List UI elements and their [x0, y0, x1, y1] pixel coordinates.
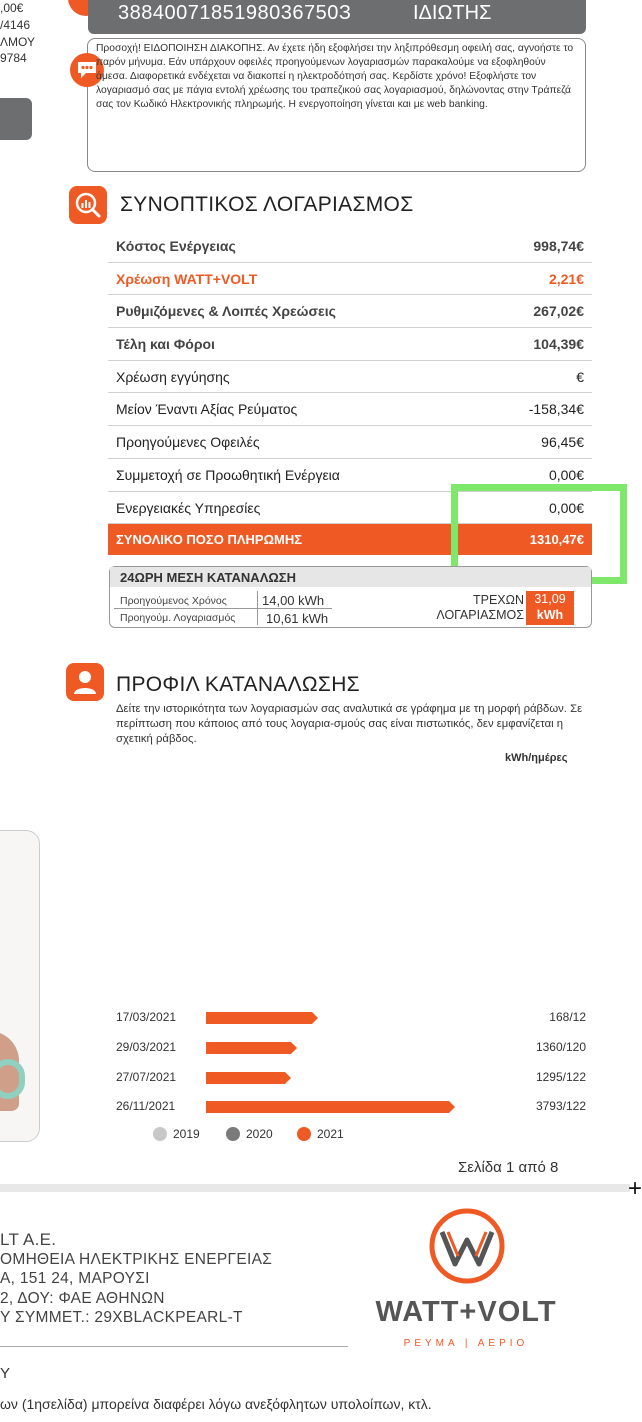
bar-mark	[206, 1101, 455, 1113]
company-info	[0, 1230, 272, 1328]
row-value: 2,21€	[548, 270, 584, 287]
divider	[0, 1346, 348, 1347]
profile-description: Δείτε την ιστορικότητα των λογαριασμών σας αναλυτικά σε γράφημα με τη μορφή ράβδων. Σε περίπτωση που κάποιος από τους λογαρια-σμούς σας είναι πιστωτικός, δεν εμφανίζεται η σχετική ράβδος.	[116, 703, 583, 745]
bar-mark	[206, 1072, 291, 1084]
promo-image-ring	[0, 1059, 25, 1099]
prev-year-value: 14,00 kWh	[262, 593, 325, 608]
bar-row	[116, 1095, 586, 1117]
prev-bill-value: 10,61 kWh	[266, 611, 329, 626]
left-crop-value: 9784	[0, 51, 27, 65]
summary-row-regulated-charges	[108, 295, 592, 328]
company-registry: Υ ΣΥΜΜΕΤ.: 29XBLACKPEARL-T	[0, 1309, 243, 1326]
row-label: Κόστος Ενέργειας	[116, 238, 236, 254]
crop-mark-icon: +	[628, 1175, 642, 1202]
footer-note: ων (1ησελίδα) μπορείνα διαφέρει λόγω ανεξόφλητων υπολοίπων, κτλ.	[0, 1396, 432, 1412]
row-label: Μείον Έναντι Αξίας Ρεύματος	[116, 401, 298, 418]
divider	[114, 608, 332, 609]
left-crop-value: ΛΜΟΥ	[0, 35, 35, 49]
row-label: Συμμετοχή σε Προωθητική Ενέργεια	[116, 466, 340, 483]
company-activity: ΟΜΗΘΕΙΑ ΗΛΕΚΤΡΙΚΗΣ ΕΝΕΡΓΕΙΑΣ	[0, 1250, 273, 1268]
total-label: ΣΥΝΟΛΙΚΟ ΠΟΣΟ ΠΛΗΡΩΜΗΣ	[116, 532, 303, 548]
consumption-header	[110, 567, 591, 587]
bar-date-label: 26/11/2021	[116, 1099, 176, 1113]
row-label: Ρυθμιζόμενες & Λοιπές Χρεώσεις	[116, 303, 336, 320]
chart-unit-label: kWh/ημέρες	[505, 752, 568, 764]
bar-value-label: 3793/122	[535, 1099, 586, 1113]
account-header-bar	[88, 0, 586, 34]
row-value: 267,02€	[533, 303, 584, 320]
summary-row-provider-charge	[108, 263, 592, 296]
consumption-title: 24ΩΡΗ ΜΕΣΗ ΚΑΤΑΝΑΛΩΣΗ	[120, 570, 296, 585]
row-value: 998,74€	[533, 238, 584, 254]
row-label: Χρέωση WATT+VOLT	[116, 270, 258, 287]
summary-row-taxes	[108, 328, 592, 361]
notice-text: Προσοχή! ΕΙΔΟΠΟΙΗΣΗ ΔΙΑΚΟΠΗΣ. Αν έχετε ήδη εξοφλήσει την ληξιπρόθεσμη οφειλή σας, αγνοήστε το παρόν μήνυμα. Εάν υπάρχουν οφειλές προηγούμενων λογαριασμών παρακαλούμε να εξοφληθούν άμεσα. Διαφορετικά ενδέχεται να διακοπεί η ηλεκτροδότησή σας. Κερδίστε χρόνο! Εξοφλήστε τον λογαριασμό σας με πάγια εντολή χρέωσης του τραπεζικού σας λογαριασμού, δηλώνοντας στην Τράπεζά σας τον Κωδικό Ηλεκτρονικής πληρωμής. Η ενεργοποίηση γίνεται και με web banking.	[96, 43, 574, 110]
current-unit: kWh	[536, 608, 564, 622]
row-value: 96,45€	[541, 434, 584, 451]
account-number: 3884007185198036750З	[118, 2, 352, 24]
left-grey-tab	[0, 98, 32, 140]
row-value: 0,00€	[548, 499, 584, 516]
summary-row-previous-debts	[108, 426, 592, 459]
row-label: Προηγούμενες Οφειλές	[116, 434, 260, 451]
row-value: €	[576, 368, 584, 385]
row-value: -158,34€	[528, 401, 584, 418]
legend-dot	[153, 1127, 167, 1141]
company-name: LT A.E.	[0, 1230, 57, 1249]
footer-heading-fragment: Υ	[0, 1365, 11, 1382]
legend-label: 2019	[173, 1127, 200, 1141]
bar-date-label: 27/07/2021	[116, 1070, 177, 1084]
bar-row	[116, 1066, 586, 1088]
page-separator	[0, 1184, 630, 1192]
page-number: Σελίδα 1 από 8	[458, 1159, 559, 1176]
row-value: 104,39€	[533, 336, 584, 353]
current-bill-value	[526, 591, 574, 625]
row-label: Χρέωση εγγύησης	[116, 368, 230, 385]
promo-image-card	[0, 830, 40, 1142]
prev-year-label: Προηγούμενος Χρόνος	[120, 595, 227, 607]
bar-value-label: 1360/120	[535, 1040, 586, 1054]
bar-date-label: 29/03/2021	[116, 1040, 177, 1054]
summary-row-energy-cost	[108, 230, 592, 263]
bar-date-label: 17/03/2021	[116, 1010, 177, 1024]
legend-dot	[226, 1127, 240, 1141]
left-crop-value: ,00€	[0, 1, 24, 15]
bar-value-label: 168/12	[549, 1010, 586, 1024]
bar-mark	[206, 1042, 297, 1054]
row-value: 0,00€	[548, 466, 584, 483]
summary-row-advance-deduction	[108, 393, 592, 426]
left-crop-value: /4146	[0, 18, 31, 32]
summary-row-guarantee	[108, 361, 592, 394]
current-label-line1: ΤΡΕΧΩΝ	[472, 593, 524, 607]
bar-mark	[206, 1012, 318, 1024]
watt-volt-logo	[346, 1206, 586, 1351]
logo-mark-icon	[428, 1206, 506, 1286]
row-label: Ενεργειακές Υπηρεσίες	[116, 499, 261, 516]
current-bill-label	[420, 593, 524, 623]
legend-label: 2021	[317, 1127, 344, 1141]
current-value: 31,09	[534, 592, 566, 606]
chart-search-icon	[69, 186, 107, 224]
customer-type: ΙΔΙΩΤΗΣ	[413, 2, 492, 24]
legend-label: 2020	[246, 1127, 273, 1141]
company-address: Α, 151 24, ΜΑΡΟΥΣΙ	[0, 1270, 150, 1287]
current-label-line2: ΛΟΓΑΡΙΑΣΜΟΣ	[436, 608, 524, 622]
daily-consumption-box	[109, 566, 592, 628]
legend-dot	[297, 1127, 311, 1141]
logo-tagline: ΡΕΥΜΑ | ΑΕΡΙΟ	[403, 1338, 529, 1349]
total-value: 1310,47€	[529, 532, 584, 548]
bar-row	[116, 1006, 586, 1028]
company-tax-office: 2, ΔΟΥ: ΦΑΕ ΑΘΗΝΩΝ	[0, 1289, 165, 1307]
bar-value-label: 1295/122	[535, 1070, 586, 1084]
user-icon	[66, 663, 104, 701]
prev-bill-label: Προηγούμ. Λογαριασμός	[120, 612, 236, 624]
logo-name: WATT+VOLT	[375, 1296, 557, 1328]
bar-row	[116, 1036, 586, 1058]
profile-title: ΠΡΟΦΙΛ ΚΑΤΑΝΑΛΩΣΗΣ	[116, 673, 360, 696]
summary-title: ΣΥΝΟΠΤΙΚΟΣ ΛΟΓΑΡΙΑΣΜΟΣ	[120, 193, 414, 216]
row-label: Τέλη και Φόροι	[116, 336, 215, 353]
